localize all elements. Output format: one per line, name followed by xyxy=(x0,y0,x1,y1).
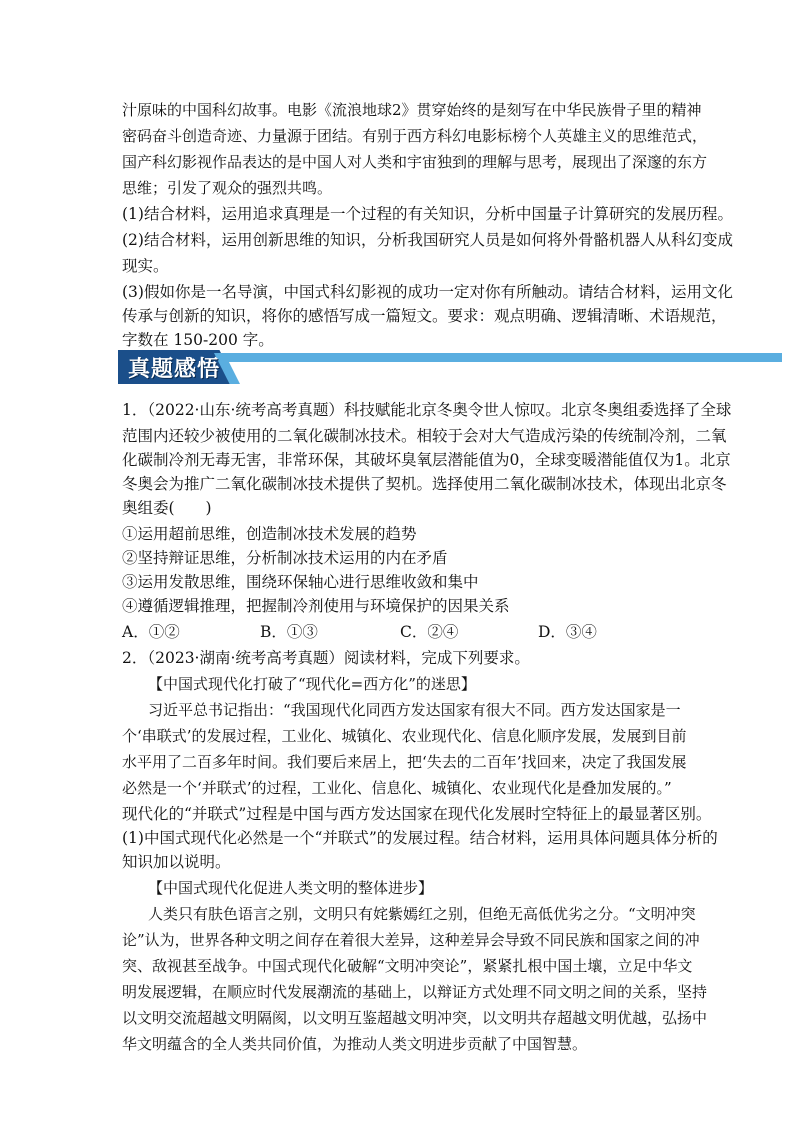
q1-option-d[interactable]: D．③④ xyxy=(538,623,597,641)
q1-statement: ③运用发散思维，围绕环保轴心进行思维收敛和集中 xyxy=(122,573,479,591)
q1-statement: ②坚持辩证思维，分析制冰技术运用的内在矛盾 xyxy=(122,549,448,567)
q2-sub1-line: 知识加以说明。 xyxy=(122,853,231,871)
prev-question-line: (2)结合材料，运用创新思维的知识，分析我国研究人员是如何将外骨骼机器人从科幻变成 xyxy=(122,231,733,249)
intro-line: 密码奋斗创造奇迹、力量源于团结。有别于西方科幻电影标榜个人英雄主义的思维范式， xyxy=(122,127,708,145)
q2-material1-line: 习近平总书记指出：“我国现代化同西方发达国家有很大不同。西方发达国家是一 xyxy=(148,701,681,719)
q2-material1-line: 水平用了二百多年时间。我们要后来居上，把‘失去的二百年’找回来，决定了我国发展 xyxy=(122,753,687,771)
q1-options xyxy=(122,620,682,644)
intro-line: 汁原味的中国科幻故事。电影《流浪地球2》贯穿始终的是刻写在中华民族骨子里的精神 xyxy=(122,101,702,119)
prev-question-line: 现实。 xyxy=(122,257,169,275)
q2-material2-line: 华文明蕴含的全人类共同价值，为推动人类文明进步贡献了中国智慧。 xyxy=(122,1035,588,1053)
q2-material2-line: 人类只有肤色语言之别，文明只有姹紫嫣红之别，但绝无高低优劣之分。“文明冲突 xyxy=(148,905,696,923)
q1-option-a[interactable]: A．①② xyxy=(122,623,180,641)
q2-material2-line: 论”认为，世界各种文明之间存在着很大差异，这种差异会导致不同民族和国家之间的冲 xyxy=(122,931,700,949)
q1-line: 奥组委( ) xyxy=(122,499,212,517)
section-banner xyxy=(118,348,782,386)
q2-material2-line: 明发展逻辑，在顺应时代发展潮流的基础上，以辩证方式处理不同文明之间的关系，坚持 xyxy=(122,983,708,1001)
q2-header: 2．（2023·湖南·统考高考真题）阅读材料，完成下列要求。 xyxy=(122,649,530,667)
intro-line: 国产科幻影视作品表达的是中国人对人类和宇宙独到的理解与思考，展现出了深邃的东方 xyxy=(122,153,708,171)
q2-material2-line: 突、敌视甚至战争。中国式现代化破解“文明冲突论”，紧紧扎根中国土壤，立足中华文 xyxy=(122,957,693,975)
prev-question-line: 传承与创新的知识，将你的感悟写成一篇短文。要求：观点明确、逻辑清晰、术语规范， xyxy=(122,307,727,325)
intro-line: 思维；引发了观众的强烈共鸣。 xyxy=(122,179,333,197)
prev-question-line: 字数在 150-200 字。 xyxy=(122,331,274,349)
q2-material2-title: 【中国式现代化促进人类文明的整体进步】 xyxy=(148,879,434,897)
q1-line: 冬奥会为推广二氧化碳制冰技术提供了契机。选择使用二氧化碳制冰技术，体现出北京冬 xyxy=(122,475,727,493)
prev-question-line: (3)假如你是一名导演，中国式科幻影视的成功一定对你有所触动。请结合材料，运用文化 xyxy=(122,283,733,301)
q2-material1-line: 现代化的“并联式”过程是中国与西方发达国家在现代化发展时空特征上的最显著区别。 xyxy=(122,805,712,823)
q1-statement: ①运用超前思维，创造制冰技术发展的趋势 xyxy=(122,525,417,543)
q1-line: 范围内还较少被使用的二氧化碳制冰技术。相较于会对大气造成污染的传统制冷剂，二氧 xyxy=(122,427,727,445)
q1-statement: ④遵循逻辑推理，把握制冷剂使用与环境保护的因果关系 xyxy=(122,597,510,615)
section-title: 真题感悟 xyxy=(128,357,221,382)
q2-material1-line: 必然是一个‘并联式’的过程，工业化、信息化、城镇化、农业现代化是叠加发展的。” xyxy=(122,779,672,797)
q1-option-b[interactable]: B．①③ xyxy=(260,623,318,641)
prev-question-line: (1)结合材料，运用追求真理是一个过程的有关知识，分析中国量子计算研究的发展历程。 xyxy=(122,205,733,223)
q2-material2-line: 以文明交流超越文明隔阂，以文明互鉴超越文明冲突，以文明共存超越文明优越，弘扬中 xyxy=(122,1009,708,1027)
q1-line: 化碳制冷剂无毒无害，非常环保，其破坏臭氧层潜能值为0，全球变暖潜能值仅为1。北京 xyxy=(122,451,731,469)
q2-material1-title: 【中国式现代化打破了“现代化=西方化”的迷思】 xyxy=(148,675,476,693)
q1-option-c[interactable]: C．②④ xyxy=(400,623,459,641)
q1-line: 1．（2022·山东·统考高考真题）科技赋能北京冬奥令世人惊叹。北京冬奥组委选择了全球 xyxy=(122,401,732,419)
q2-sub1-line: (1)中国式现代化必然是一个“并联式”的发展过程。结合材料，运用具体问题具体分析的 xyxy=(122,829,718,847)
q2-material1-line: 个‘串联式’的发展过程，工业化、城镇化、农业现代化、信息化顺序发展，发展到目前 xyxy=(122,727,687,745)
